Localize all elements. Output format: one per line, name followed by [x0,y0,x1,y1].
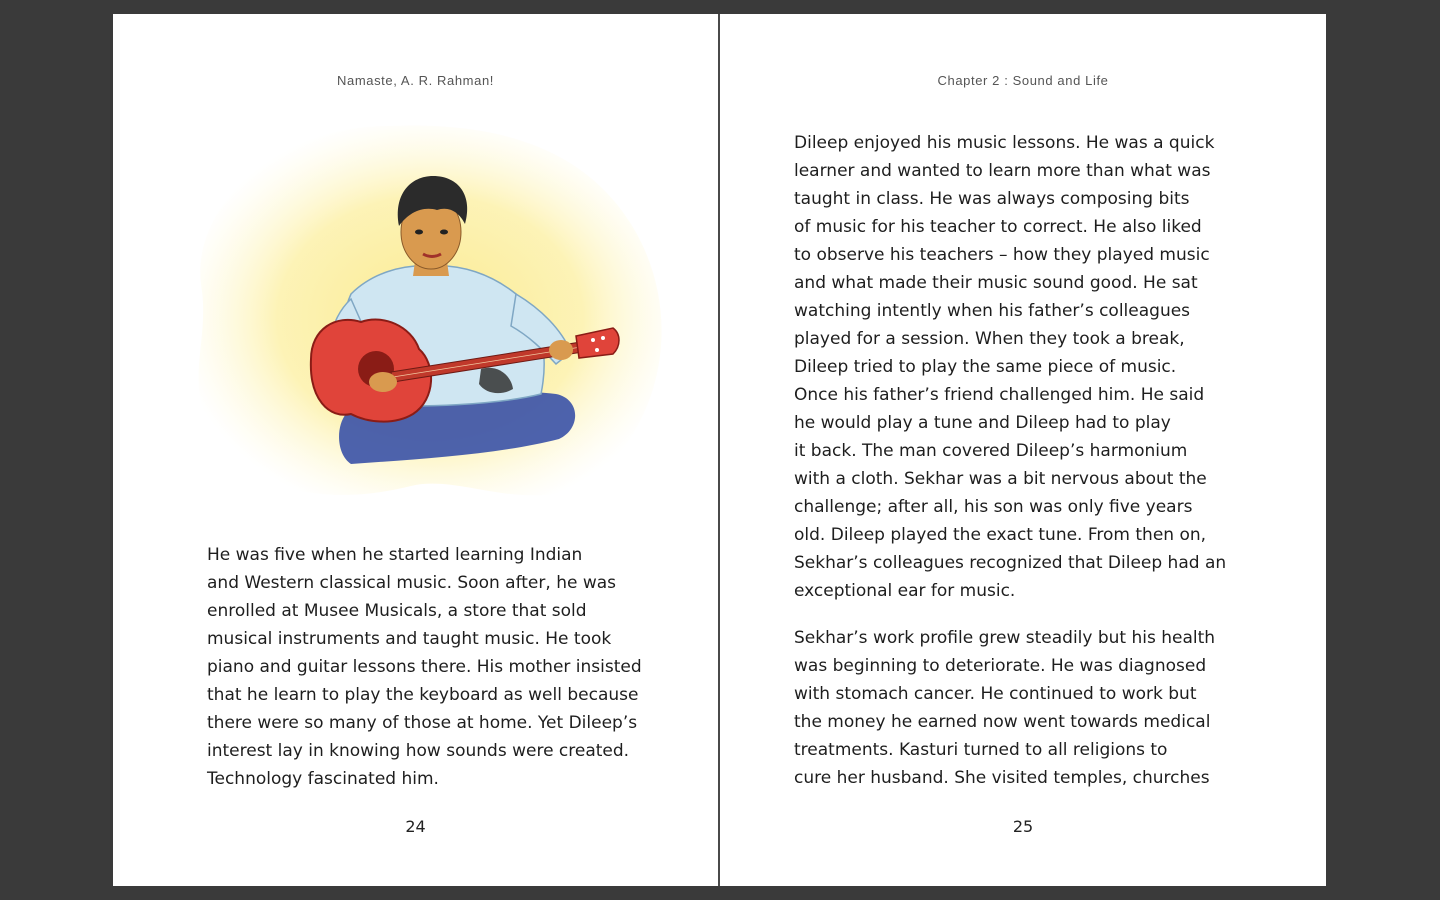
left-page-number: 24 [405,817,426,836]
fretting-hand [549,340,573,360]
book-spread [113,14,1326,886]
right-paragraph-1: Dileep enjoyed his music lessons. He was a quick learner and wanted to learn more than what was taught in class. He was always composing bits of music for his teacher to correct. He also liked to observe his teachers – how they played music and what made their music sound good. He sat watching intently when his father’s colleagues played for a session. When they took a break, Dileep tried to play the same piece of music. Once his father’s friend challenged him. He said he would play a tune and Dileep had to play it back. The man covered Dileep’s harmonium with a cloth. Sekhar was a bit nervous about the challenge; after all, his son was only five years old. Dileep played the exact tune. From then on, Sekhar’s colleagues recognized that Dileep had an exceptional ear for music. [794,133,1227,601]
left-body-text [207,541,647,793]
left-page[interactable] [113,14,718,886]
right-running-head: Chapter 2 : Sound and Life [937,73,1109,88]
boy-playing-guitar-illustration [161,114,681,514]
left-running-head: Namaste, A. R. Rahman! [337,73,494,88]
right-body-text [794,129,1244,792]
right-page[interactable] [720,14,1326,886]
strumming-hand [369,372,397,392]
right-page-number: 25 [1012,817,1034,836]
left-paragraph: He was five when he started learning Indian and Western classical music. Soon after, he was enrolled at Musee Musicals, a store that sold musical instruments and taught music. He took piano and guitar lessons there. His mother insisted that he learn to play the keyboard as well because there were so many of those at home. Yet Dileep’s interest lay in knowing how sounds were created. Technology fascinated him. [207,545,642,789]
right-paragraph-2: Sekhar’s work profile grew steadily but his health was beginning to deteriorate. He was diagnosed with stomach cancer. He continued to work but the money he earned now went towards medical treatments. Kasturi turned to all religions to cure her husband. She visited temples, churches [794,628,1216,788]
